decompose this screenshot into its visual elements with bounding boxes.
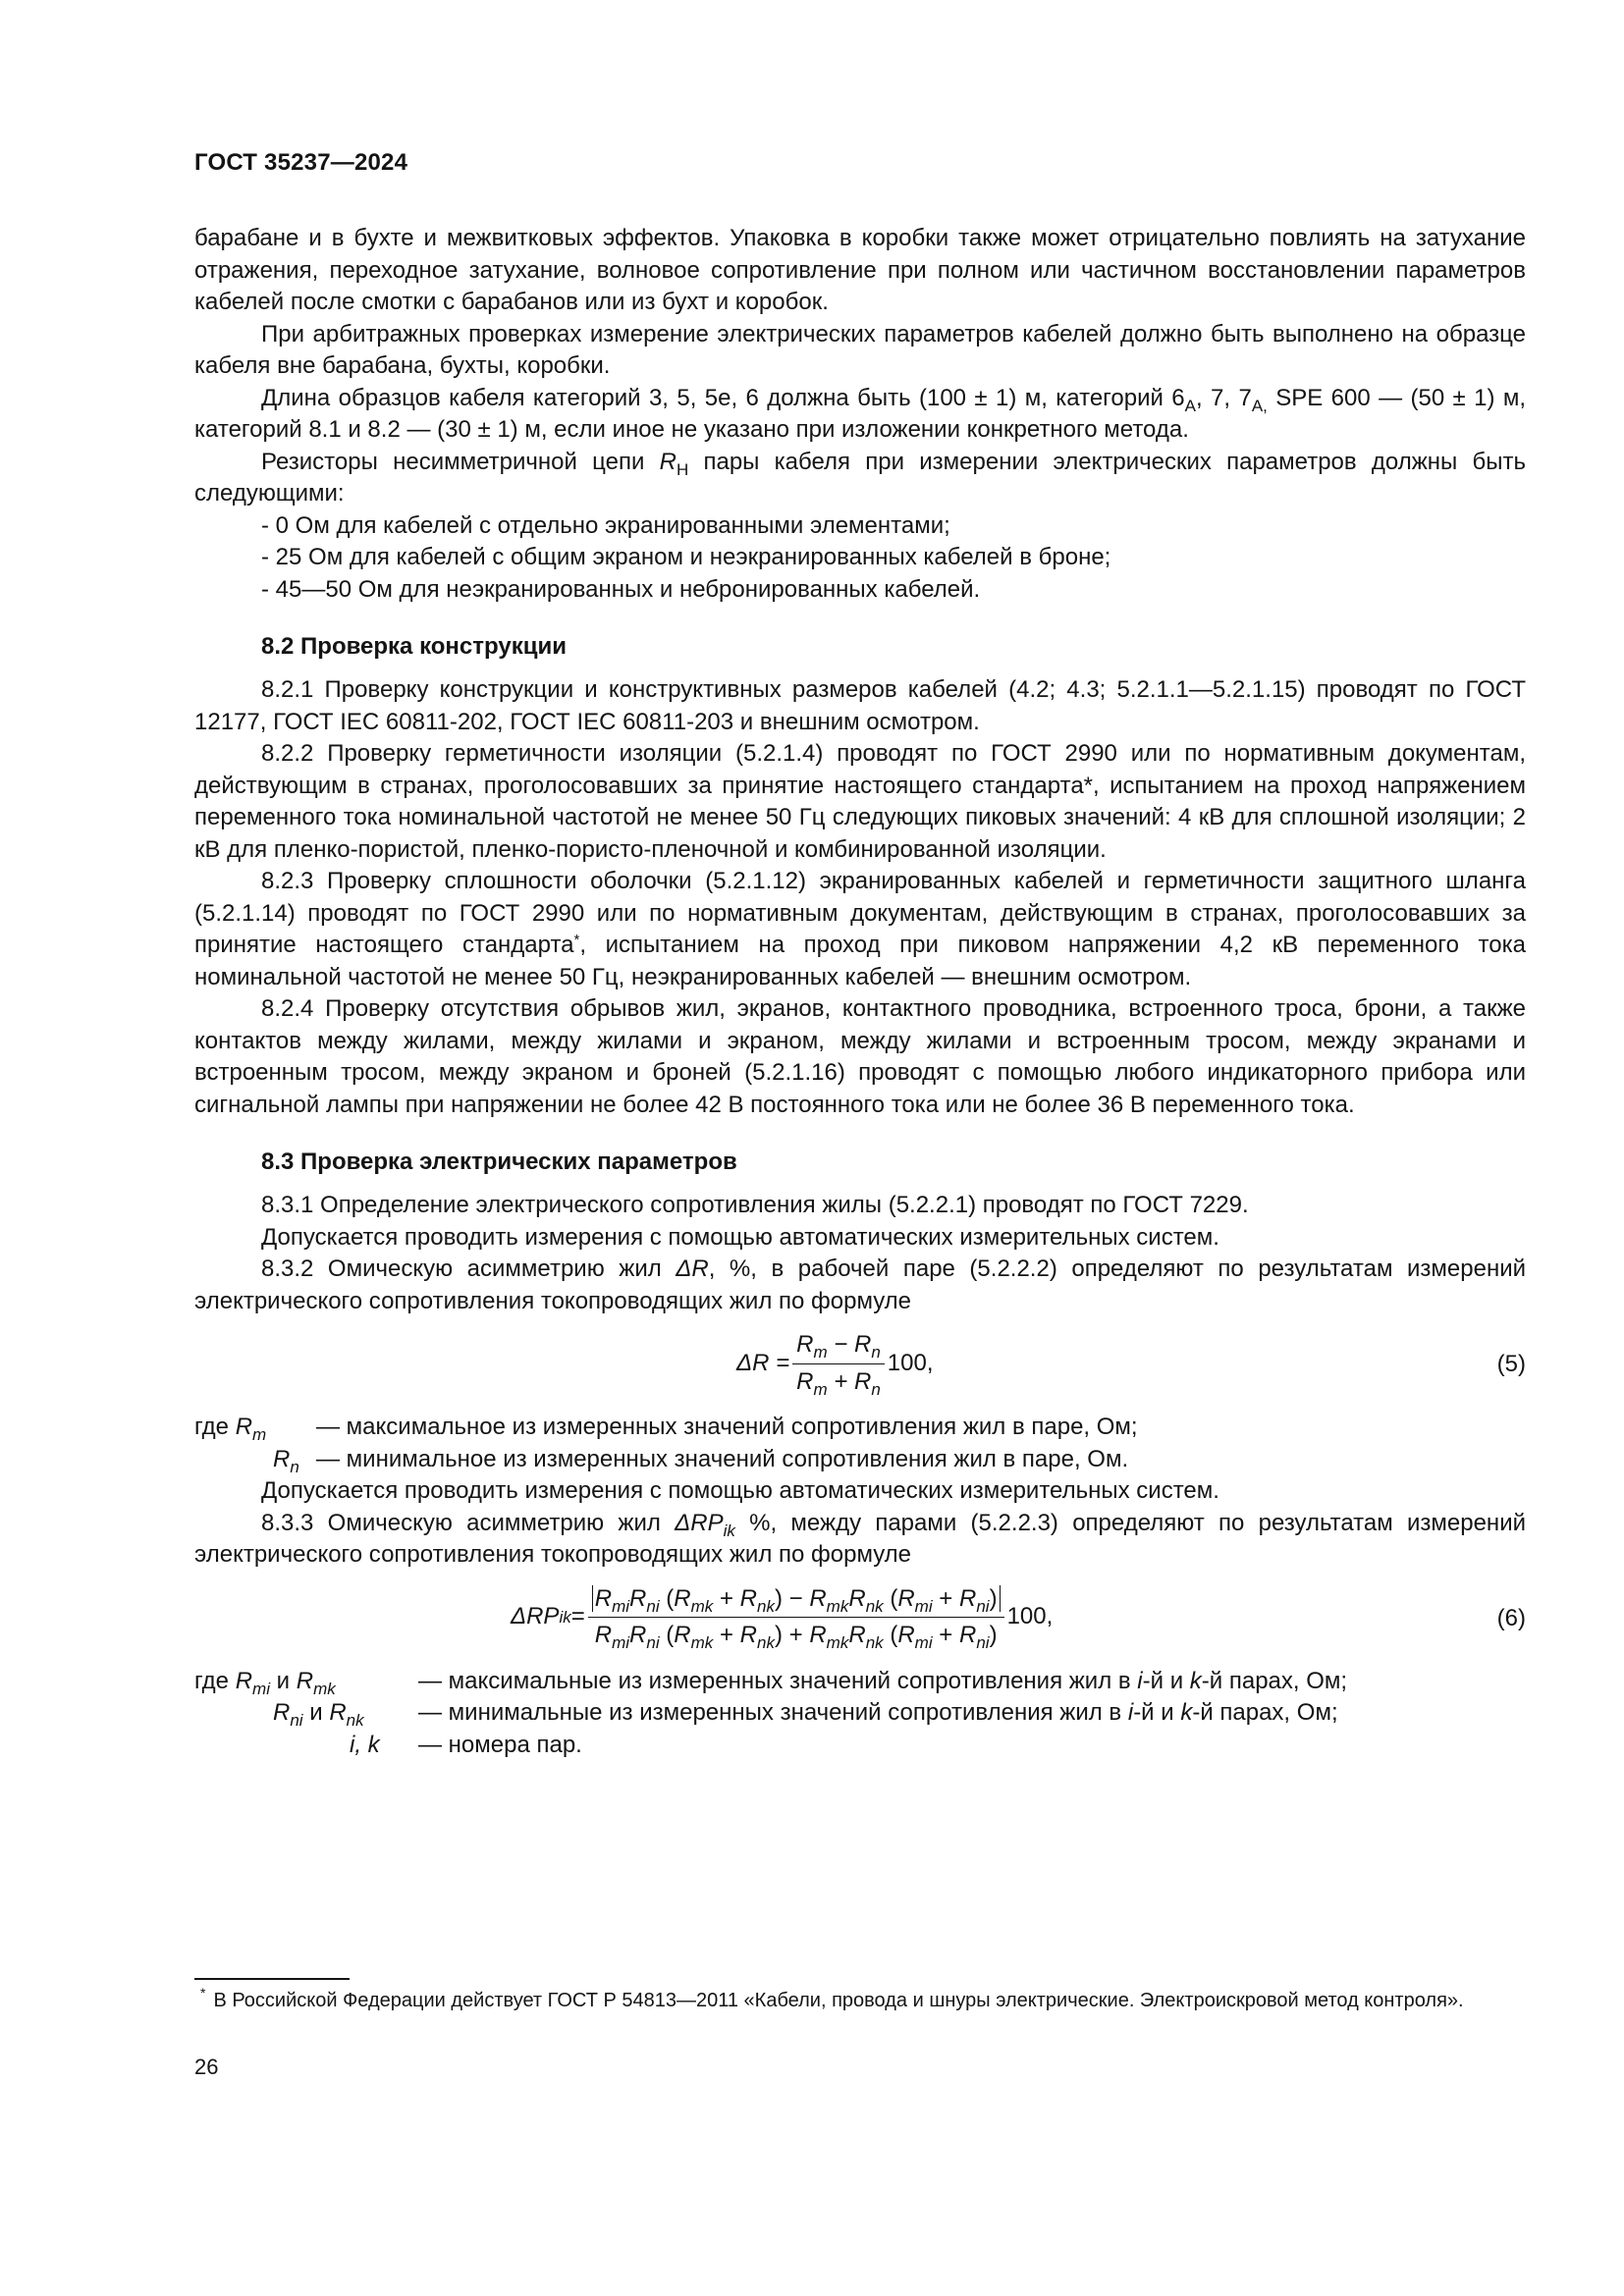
footnote: * В Российской Федерации действует ГОСТ Р 54813—2011 «Кабели, провода и шнуры электрические. Электроискровой метод контроля». xyxy=(200,1985,1464,2011)
paragraph: 8.3.2 Омическую асимметрию жил ΔR, %, в рабочей паре (5.2.2.2) определяют по результатам измерений электрического сопротивления токопроводящих жил по формуле xyxy=(194,1255,1527,1314)
paragraph: барабане и в бухте и межвитковых эффектов. Упаковка в коробки также может отрицательно повлиять на затухание отражения, переходное затухание, волновое сопротивление при полном или частичном восстановлении параметров кабелей после смотки с барабанов или из бухт и коробок. xyxy=(194,225,1526,315)
paragraph: 8.2.3 Проверку сплошности оболочки (5.2.1.12) экранированных кабелей и герметичности защитного шланга (5.2.1.14) проводят по ГОСТ 2990 или по нормативным документам, действующим в странах, проголосовавших за принятие настоящего стандарта*, испытанием на проход при пиковом напряжении 4,2 кВ переменного тока номинальной частотой не менее 50 Гц, неэкранированных кабелей — внешним осмотром. xyxy=(194,868,1527,990)
section-heading: 8.3 Проверка электрических параметров xyxy=(261,1148,737,1175)
formula-6: ΔRP ik = $\frac{R_{mi}R_{ni} (R_{mk} + R_{nk}) - R_{mk}R_{nk} (R_{mi} + R_{ni})}{R_{mi}R_{ni} (R_{mk} + R_{nk}) + R_{mk}R_{nk} (R_{mi} + R_{ni})}$ 100, (6) xyxy=(511,1584,1526,1652)
fraction: $\frac{R_m - R_n}{R_m + R_n}$ xyxy=(792,1329,885,1398)
footnote-divider xyxy=(194,1978,350,1980)
equation-number: (5) xyxy=(1496,1351,1526,1377)
definition-rmi-rmk: где $R_{mi}$ и $R_{mk}$ — максимальные из измеренных значений сопротивления жил в i-й и k-й парах, Ом; xyxy=(194,1667,1348,1698)
fraction: $\frac{R_{mi}R_{ni} (R_{mk} + R_{nk}) - R_{mk}R_{nk} (R_{mi} + R_{ni})}{R_{mi}R_{ni} (R_{mk} + R_{nk}) + R_{mk}R_{nk} (R_{mi} + R_{ni})}$ xyxy=(588,1583,1004,1652)
page-header: ГОСТ 35237—2024 xyxy=(194,149,408,176)
definition-rni-rnk: $R_{ni}$ и $R_{nk}$ — минимальные из измеренных значений сопротивления жил в i-й и k-й парах, Ом; xyxy=(273,1699,1338,1730)
paragraph: Допускается проводить измерения с помощью автоматических измерительных систем. xyxy=(261,1223,1219,1251)
paragraph: 8.2.4 Проверку отсутствия обрывов жил, экранов, контактного проводника, встроенного троса, брони, а также контактов между жилами, между жилами и экраном, между жилами и встроенным тросом, между экранами и встроенным тросом, между экраном и броней (5.2.1.16) проводят с помощью любого индикаторного прибора или сигнальной лампы при напряжении не более 42 В постоянного тока или не более 36 В переменного тока. xyxy=(194,995,1526,1118)
paragraph: 8.2.1 Проверку конструкции и конструктивных размеров кабелей (4.2; 4.3; 5.2.1.1—5.2.1.15) проводят по ГОСТ 12177, ГОСТ IEC 60811-202, ГОСТ IEC 60811-203 и внешним осмотром. xyxy=(194,676,1526,735)
paragraph-resistors: Резисторы несимметричной цепи $R_Н$ пары кабеля при измерении электрических параметров должны быть следующими: xyxy=(194,448,1526,507)
paragraph: 8.3.1 Определение электрического сопротивления жилы (5.2.2.1) проводят по ГОСТ 7229. xyxy=(261,1192,1249,1218)
definition-rm: где $R_m$ — максимальное из измеренных значений сопротивления жил в паре, Ом; xyxy=(194,1414,1138,1444)
definition-rn: $R_n$ — минимальное из измеренных значений сопротивления жил в паре, Ом. xyxy=(273,1445,1129,1476)
paragraph: 8.3.3 Омическую асимметрию жил $\Delta RP_{ik}$ %, между парами (5.2.2.3) определяют по результатам измерений электрического сопротивления токопроводящих жил по формуле xyxy=(194,1509,1526,1568)
page-number: 26 xyxy=(194,2055,219,2079)
list-item: - 0 Ом для кабелей с отдельно экранированными элементами; xyxy=(261,511,950,539)
document-body xyxy=(194,223,1526,1761)
equation-number: (6) xyxy=(1496,1604,1526,1631)
paragraph-sample-length: Длина образцов кабеля категорий 3, 5, 5е, 6 должна быть (100 ± 1) м, категорий $6_A$, 7, $7_{A,}$ SPE 600 — (50 ± 1) м, категорий 8.1 и 8.2 — (30 ± 1) м, если иное не указано при изложении конкретного метода. xyxy=(194,384,1527,443)
list-item: - 25 Ом для кабелей с общим экраном и неэкранированных кабелей в броне; xyxy=(261,544,1111,570)
list-item: - 45—50 Ом для неэкранированных и небронированных кабелей. xyxy=(261,575,981,603)
definition-ik: i, k — номера пар. xyxy=(350,1731,582,1758)
paragraph: При арбитражных проверках измерение электрических параметров кабелей должно быть выполнено на образце кабеля вне барабана, бухты, коробки. xyxy=(194,320,1526,379)
section-heading: 8.2 Проверка конструкции xyxy=(261,633,567,660)
formula-5: ΔR = $\frac{R_m - R_n}{R_m + R_n}$ 100, (5) xyxy=(736,1331,1526,1399)
paragraph: 8.2.2 Проверку герметичности изоляции (5.2.1.4) проводят по ГОСТ 2990 или по нормативным документам, действующим в странах, проголосовавших за принятие настоящего стандарта*, испытанием на проход напряжением переменного тока номинальной частотой не менее 50 Гц следующих пиковых значений: 4 кВ для сплошной изоляции; 2 кВ для пленко-пористой, пленко-пористо-пленочной и комбинированной изоляции. xyxy=(194,740,1526,863)
paragraph: Допускается проводить измерения с помощью автоматических измерительных систем. xyxy=(261,1477,1219,1504)
